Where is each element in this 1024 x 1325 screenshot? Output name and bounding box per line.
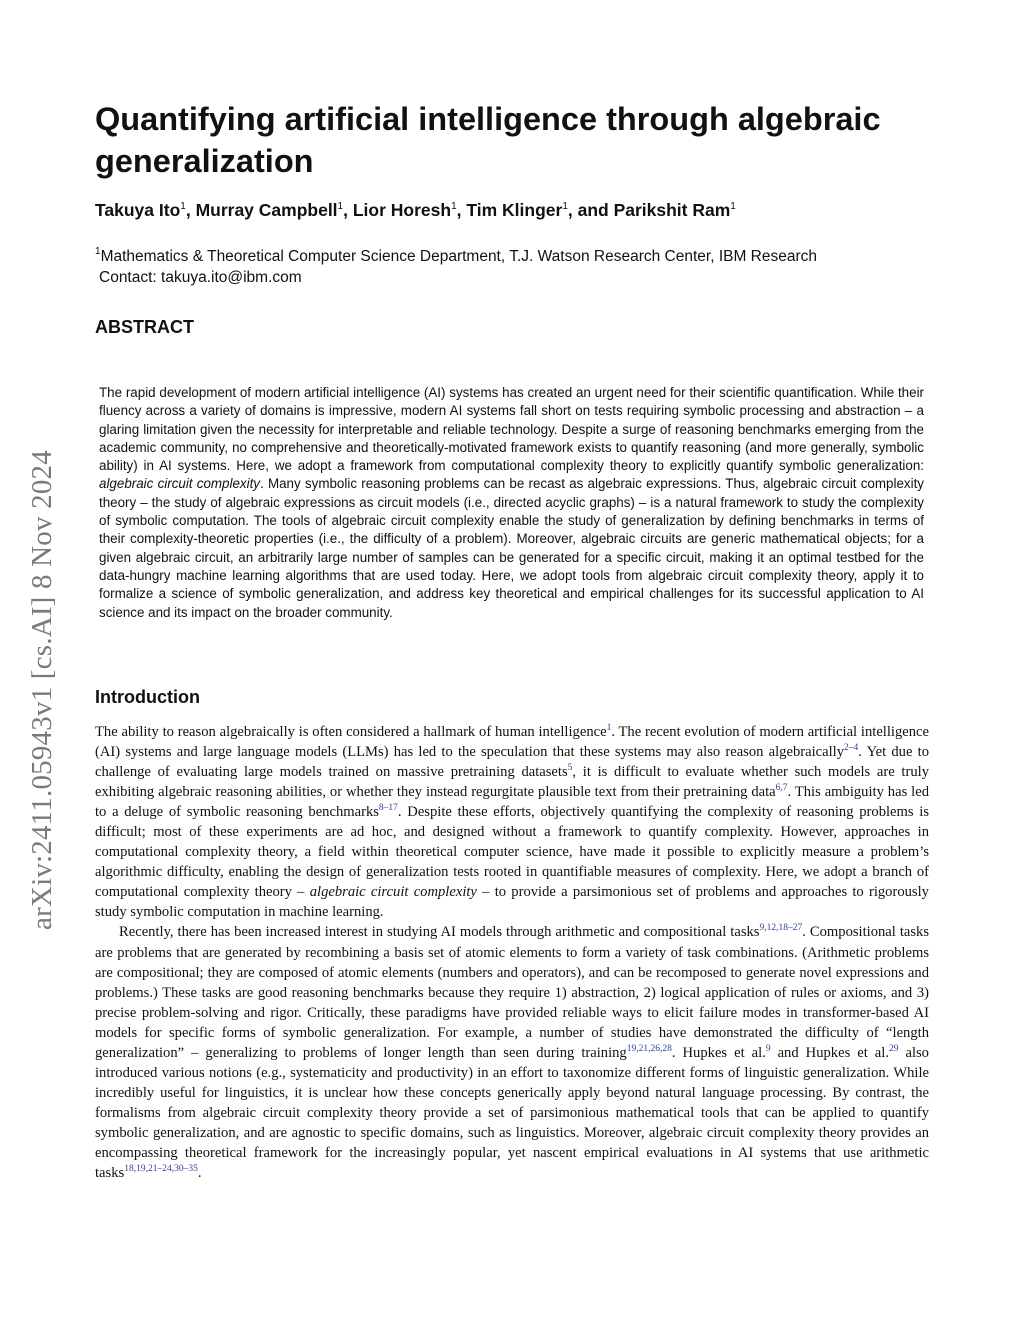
affiliation-marker: 1 [180,201,186,212]
abstract-emphasis: algebraic circuit complexity [99,476,261,492]
citation-link[interactable]: 9,12,18–27 [759,923,803,934]
introduction-body [95,722,929,1183]
citation-link[interactable]: 2–4 [844,743,859,754]
author-name: Takuya Ito [95,200,181,220]
citation-link[interactable]: 1 [606,723,612,733]
citation-link[interactable]: 6,7 [775,783,788,794]
citation-link[interactable]: 5 [567,763,573,774]
author-name: Murray Campbell [195,200,338,220]
paper-title: Quantifying artificial intelligence through algebraic generalization [95,101,881,179]
citation-link[interactable]: 9 [765,1043,771,1054]
author-name: Parikshit Ram [613,200,731,220]
author-list: Takuya Ito$^1$, Murray Campbell$^1$, Lior Horesh$^1$, Tim Klinger$^1$, and Parikshit Ram$^1$ [95,200,736,220]
author-name: Tim Klinger [466,200,563,220]
citation-link[interactable]: 29 [888,1043,899,1054]
arxiv-identifier-stamp: arXiv:2411.05943v1 [cs.AI] 8 Nov 2024 [26,450,58,930]
affiliation-marker: 1 [95,246,101,257]
citation-link[interactable]: 18,19,21–24,30–35 [124,1164,198,1175]
citation-link[interactable]: 19,21,26,28 [626,1043,672,1054]
abstract-heading: ABSTRACT [95,317,194,337]
abstract-text: The rapid development of modern artificial intelligence (AI) systems has created an urgent need for their scientific quantification. While their fluency across a variety of domains is impressive, modern AI systems fall short on tests requiring symbolic processing and abstraction – a glaring limitation given the necessity for interpretable and reliable technology. Despite a surge of reasoning benchmarks emerging from the academic community, no comprehensive and theoretically-motivated framework exists to quantify reasoning (and more generally, symbolic ability) in AI systems. Here, we adopt a framework from computational complexity theory to explicitly quantify symbolic generalization: algebraic circuit complexity. Many symbolic reasoning problems can be recast as algebraic expressions. Thus, algebraic circuit complexity theory – the study of algebraic expressions as circuit models (i.e., directed acyclic graphs) – is a natural framework to study the complexity of symbolic computation. The tools of algebraic circuit complexity enable the study of generalization by defining benchmarks in terms of their complexity-theoretic properties (i.e., the difficulty of a problem). Moreover, algebraic circuits are generic mathematical objects; for a given algebraic circuit, an arbitrarily large number of samples can be generated for a specific circuit, making it an optimal testbed for the data-hungry machine learning algorithms that are used today. Here, we adopt tools from algebraic circuit complexity theory, apply it to formalize a science of symbolic generalization, and address key theoretical and empirical challenges for its successful application to AI science and its impact on the broader community. [99,385,924,620]
introduction-paragraph-1: The ability to reason algebraically is often considered a hallmark of human intelligence$^1$. The recent evolution of modern artificial intelligence (AI) systems and large language models (LLMs) has led to the speculation that these systems may also reason algebraically$^{2-4}$. Yet due to challenge of evaluating large models trained on massive pretraining datasets$^5$, it is difficult to evaluate whether such models are truly exhibiting algebraic reasoning abilities, or whether they instead regurgitate plausible text from their pretraining data$^{6,7}$. This ambiguity has led to a deluge of symbolic reasoning benchmarks$^{8-17}$. Despite these efforts, objectively quantifying the complexity of reasoning problems is difficult; most of these experiments are ad hoc, and designed without a framework to quantify complexity. However, approaches in computational complexity theory, a field within theoretical computer science, have made it possible to explicitly measure a problem’s algorithmic difficulty, enabling the design of generalization tests rooted in quantifiable measures of complexity. Here, we adopt a branch of computational complexity theory – algebraic circuit complexity – to provide a parsimonious set of problems and approaches to rigorously study symbolic computation in machine learning. [95,723,929,921]
affiliation-marker: 1 [337,201,344,212]
introduction-paragraph-2: Recently, there has been increased interest in studying AI models through arithmetic and compositional tasks$^{9,12,18-27}$. Compositional tasks are problems that are generated by recombining a basis set of atomic elements to form a variety of task combinations. (Arithmetic problems are compositional; they are composed of atomic elements (numbers and operators), and can be recomposed to generate novel expressions and problems.) These tasks are good reasoning benchmarks because they require 1) abstraction, 2) logical application of rules or axioms, and 3) precise problem-solving and rigor. Critically, these paradigms have provided reliable ways to elicit failure modes in transformer-based AI models for specific forms of symbolic generalization. For example, a number of studies have demonstrated the difficulty of “length generalization” – generalizing to problems of longer length than seen during training$^{19,21,26,28}$. Hupkes et al.$^9$ and Hupkes et al.$^{29}$ also introduced various notions (e.g., systematicity and productivity) in an effort to taxonomize different forms of linguistic generalization. While incredibly useful for linguistics, it is unclear how these concepts generically apply beyond natural language processing. By contrast, the formalisms from algebraic circuit complexity theory provide a set of parsimonious mathematical tools that can be applied to quantify symbolic generalization, and are agnostic to specific domains, such as linguistics. Moreover, algebraic circuit complexity theory provides an encompassing theoretical framework for the increasingly popular, yet nascent empirical evaluations in AI systems that use arithmetic tasks$^{18,19,21-24,30-35}$. [95,923,930,1182]
affiliation-line: $^1$Mathematics & Theoretical Computer Science Department, T.J. Watson Research Center, IBM Research [95,246,818,265]
affiliation-marker: 1 [562,201,568,212]
citation-link[interactable]: 8–17 [378,803,398,814]
contact-email: Contact: takuya.ito@ibm.com [99,269,302,286]
author-name: Lior Horesh [352,200,452,220]
affiliation-marker: 1 [451,201,457,212]
introduction-emphasis: algebraic circuit complexity [309,884,477,901]
affiliation-marker: 1 [730,201,736,212]
introduction-heading: Introduction [95,687,200,707]
affiliation-block [95,246,955,288]
